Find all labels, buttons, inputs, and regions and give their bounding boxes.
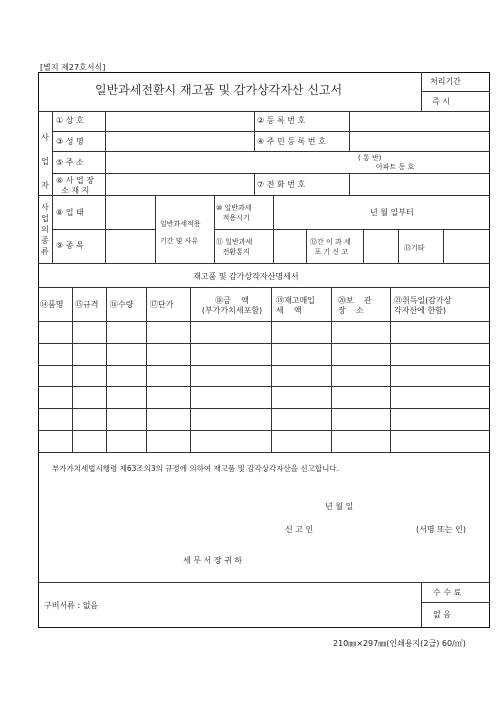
business-category-label: ⑧ 업 태 xyxy=(56,208,84,217)
general-tax-reason-label: 기간 및 사유 xyxy=(160,237,199,245)
apply-date-field: 년 월 일부터 xyxy=(370,208,414,217)
column-header-quantity: ⑯수량 xyxy=(110,300,134,309)
business-name-label: ① 상 호 xyxy=(56,116,84,125)
phone-number-label: ⑦ 전 화 번 호 xyxy=(257,180,306,189)
inventory-section-title: 재고품 및 감가상각자산명세서 xyxy=(193,272,299,281)
applicant-section-label: 사 업 자 xyxy=(41,133,49,190)
simple-tax-waiver-label: ⑫간 이 과 세 포 기 신 고 xyxy=(310,238,351,256)
address-note-tong-ban: ( 통 반) xyxy=(358,154,382,162)
form-number: [별지 제27호서식] xyxy=(40,63,106,72)
general-tax-period-label: 일반과세적용 xyxy=(160,220,201,228)
business-item-label: ⑨ 종 목 xyxy=(56,241,84,250)
form-title: 일반과세전환시 재고품 및 감가상각자산 신고서 xyxy=(95,83,343,97)
fee-label: 수 수 료 xyxy=(433,588,462,597)
column-header-unit-price: ⑰단가 xyxy=(150,300,174,309)
processing-period-value: 즉 시 xyxy=(432,97,450,106)
paper-spec: 210㎜×297㎜(인쇄용지(2급) 60/㎡) xyxy=(333,639,466,648)
tax-office-addressee: 세 무 서 장 귀 하 xyxy=(183,556,243,565)
signature-label: (서명 또는 인) xyxy=(416,525,466,534)
address-label: ⑤ 주 소 xyxy=(56,158,84,167)
declaration-statement: 부가가치세법시행령 제63조의3의 규정에 의하여 재고품 및 감각상각자산을 신고합니다. xyxy=(52,464,339,473)
processing-period-label: 처리기간 xyxy=(430,77,461,86)
reporter-label: 신 고 인 xyxy=(285,525,314,534)
declaration-date: 년 월 일 xyxy=(325,502,354,511)
other-label: ⑬기타 xyxy=(404,244,425,252)
outer-bottom-border xyxy=(38,627,490,628)
resident-number-label: ④ 주 민 등 록 번 호 xyxy=(257,137,326,146)
address-note-apartment: 아파트 동 호 xyxy=(376,163,415,171)
business-type-section-label: 사 업 의 종 류 xyxy=(41,203,49,256)
registration-number-label: ② 등 록 번 호 xyxy=(257,116,306,125)
apply-time-label: ⑩ 일반과세 적용시기 xyxy=(216,204,252,222)
representative-name-label: ③ 성 명 xyxy=(56,137,84,146)
business-place-label: ⑥ 사 업 장 소 재 지 xyxy=(56,176,94,195)
conversion-notice-label: ⑪ 일반과세 전환통지 xyxy=(216,238,253,256)
column-header-amount: ⑱금 액 (부가가치세포함) xyxy=(201,296,263,315)
attachments-label: 구비서류 : 없음 xyxy=(44,601,99,610)
column-header-purchase-tax: ⑲재고매입 세 액 xyxy=(276,296,315,315)
column-header-acquisition-date: ㉑취득일(감가상 각자산에 한함) xyxy=(394,296,452,315)
outer-right-border xyxy=(489,72,490,628)
column-header-spec: ⑮규격 xyxy=(75,300,99,309)
outer-top-border xyxy=(38,72,490,73)
fee-value: 없 음 xyxy=(433,610,451,619)
column-header-item-name: ⑭품명 xyxy=(40,300,64,309)
column-header-storage: ⑳보 관 장 소 xyxy=(338,296,372,315)
